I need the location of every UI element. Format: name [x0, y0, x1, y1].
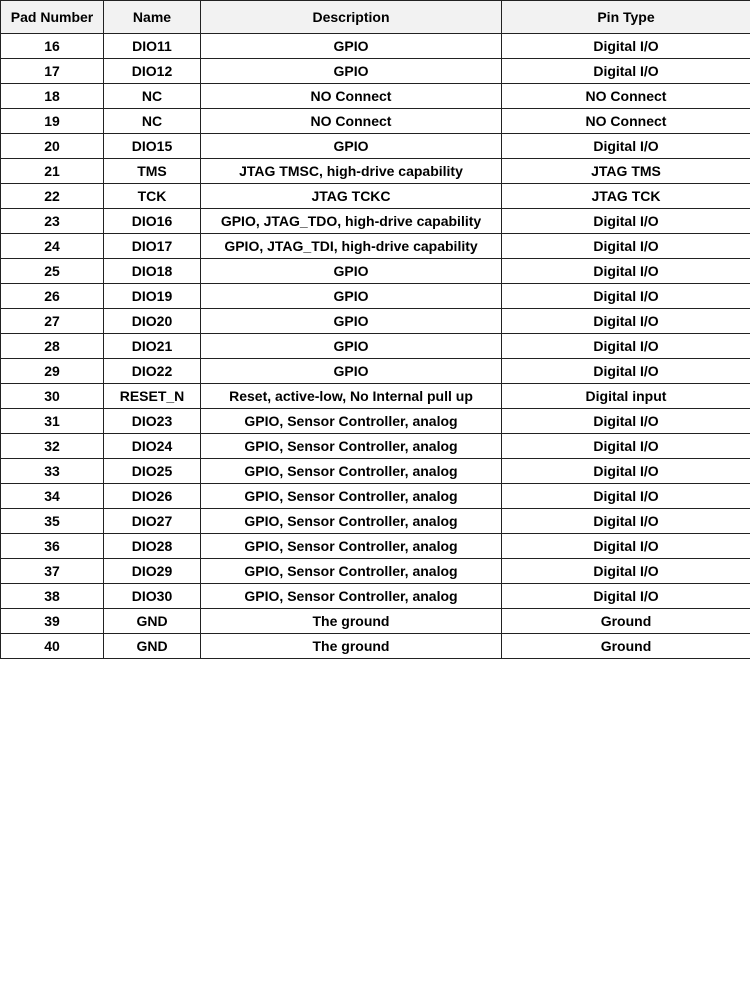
cell-description: JTAG TMSC, high-drive capability [201, 159, 502, 184]
cell-name: DIO12 [104, 59, 201, 84]
cell-description: GPIO [201, 259, 502, 284]
table-header [1, 1, 750, 34]
cell-pad-number: 31 [1, 409, 104, 434]
cell-pin-type: Digital I/O [502, 309, 750, 334]
cell-pin-type: NO Connect [502, 109, 750, 134]
header-description: Description [201, 1, 502, 34]
cell-pad-number: 27 [1, 309, 104, 334]
cell-pin-type: Ground [502, 609, 750, 634]
table-row [1, 109, 750, 134]
cell-pin-type: Digital I/O [502, 559, 750, 584]
table-row [1, 84, 750, 109]
cell-pad-number: 26 [1, 284, 104, 309]
cell-pin-type: Digital I/O [502, 59, 750, 84]
table-row [1, 484, 750, 509]
cell-pad-number: 17 [1, 59, 104, 84]
cell-name: TMS [104, 159, 201, 184]
cell-name: NC [104, 109, 201, 134]
cell-description: Reset, active-low, No Internal pull up [201, 384, 502, 409]
table-row [1, 59, 750, 84]
cell-pad-number: 37 [1, 559, 104, 584]
cell-pad-number: 29 [1, 359, 104, 384]
cell-name: NC [104, 84, 201, 109]
cell-pad-number: 36 [1, 534, 104, 559]
cell-description: The ground [201, 609, 502, 634]
table-row [1, 634, 750, 659]
table-row [1, 234, 750, 259]
table-row [1, 534, 750, 559]
cell-description: GPIO, JTAG_TDO, high-drive capability [201, 209, 502, 234]
cell-pad-number: 28 [1, 334, 104, 359]
cell-pin-type: Digital I/O [502, 409, 750, 434]
table-row [1, 209, 750, 234]
cell-description: GPIO, Sensor Controller, analog [201, 434, 502, 459]
cell-pin-type: Digital I/O [502, 459, 750, 484]
cell-pad-number: 20 [1, 134, 104, 159]
cell-description: GPIO, Sensor Controller, analog [201, 459, 502, 484]
cell-pin-type: Ground [502, 634, 750, 659]
cell-pin-type: Digital I/O [502, 209, 750, 234]
cell-pin-type: Digital I/O [502, 34, 750, 59]
cell-name: DIO30 [104, 584, 201, 609]
table-row [1, 584, 750, 609]
cell-name: DIO19 [104, 284, 201, 309]
table-row [1, 184, 750, 209]
table-row [1, 359, 750, 384]
cell-name: DIO29 [104, 559, 201, 584]
cell-name: DIO21 [104, 334, 201, 359]
cell-pin-type: JTAG TCK [502, 184, 750, 209]
cell-name: DIO25 [104, 459, 201, 484]
cell-pad-number: 19 [1, 109, 104, 134]
cell-name: RESET_N [104, 384, 201, 409]
cell-name: GND [104, 634, 201, 659]
cell-name: DIO15 [104, 134, 201, 159]
cell-description: The ground [201, 634, 502, 659]
cell-description: GPIO, Sensor Controller, analog [201, 484, 502, 509]
cell-description: GPIO [201, 359, 502, 384]
table-row [1, 409, 750, 434]
cell-name: DIO26 [104, 484, 201, 509]
cell-description: GPIO [201, 134, 502, 159]
cell-pin-type: Digital I/O [502, 259, 750, 284]
cell-pin-type: Digital I/O [502, 284, 750, 309]
cell-pin-type: Digital I/O [502, 359, 750, 384]
cell-pin-type: Digital input [502, 384, 750, 409]
cell-pad-number: 32 [1, 434, 104, 459]
header-row [1, 1, 750, 34]
cell-description: GPIO [201, 34, 502, 59]
cell-description: GPIO [201, 59, 502, 84]
table-row [1, 259, 750, 284]
table-row [1, 559, 750, 584]
table-row [1, 284, 750, 309]
cell-pad-number: 30 [1, 384, 104, 409]
cell-description: JTAG TCKC [201, 184, 502, 209]
cell-pad-number: 38 [1, 584, 104, 609]
header-name: Name [104, 1, 201, 34]
header-pin-type: Pin Type [502, 1, 750, 34]
cell-pad-number: 25 [1, 259, 104, 284]
cell-pin-type: Digital I/O [502, 334, 750, 359]
table-row [1, 34, 750, 59]
cell-description: NO Connect [201, 84, 502, 109]
cell-pad-number: 21 [1, 159, 104, 184]
table-body [1, 34, 750, 659]
cell-description: GPIO [201, 309, 502, 334]
cell-pin-type: Digital I/O [502, 584, 750, 609]
table-row [1, 609, 750, 634]
cell-name: DIO17 [104, 234, 201, 259]
cell-name: DIO28 [104, 534, 201, 559]
cell-pad-number: 39 [1, 609, 104, 634]
cell-name: DIO16 [104, 209, 201, 234]
cell-description: GPIO, Sensor Controller, analog [201, 559, 502, 584]
cell-name: TCK [104, 184, 201, 209]
table-row [1, 334, 750, 359]
table-row [1, 134, 750, 159]
cell-pad-number: 35 [1, 509, 104, 534]
cell-pin-type: Digital I/O [502, 534, 750, 559]
cell-pin-type: Digital I/O [502, 434, 750, 459]
cell-name: GND [104, 609, 201, 634]
cell-pin-type: Digital I/O [502, 134, 750, 159]
cell-description: GPIO [201, 284, 502, 309]
cell-description: NO Connect [201, 109, 502, 134]
cell-pin-type: Digital I/O [502, 484, 750, 509]
cell-description: GPIO, Sensor Controller, analog [201, 534, 502, 559]
cell-description: GPIO, Sensor Controller, analog [201, 584, 502, 609]
table-row [1, 434, 750, 459]
cell-name: DIO23 [104, 409, 201, 434]
cell-pad-number: 18 [1, 84, 104, 109]
cell-name: DIO24 [104, 434, 201, 459]
cell-name: DIO20 [104, 309, 201, 334]
cell-pad-number: 33 [1, 459, 104, 484]
cell-pad-number: 24 [1, 234, 104, 259]
header-pad-number: Pad Number [1, 1, 104, 34]
cell-pin-type: Digital I/O [502, 509, 750, 534]
cell-pad-number: 23 [1, 209, 104, 234]
cell-description: GPIO [201, 334, 502, 359]
cell-pad-number: 16 [1, 34, 104, 59]
cell-description: GPIO, JTAG_TDI, high-drive capability [201, 234, 502, 259]
cell-name: DIO27 [104, 509, 201, 534]
cell-pin-type: JTAG TMS [502, 159, 750, 184]
table-row [1, 384, 750, 409]
cell-name: DIO22 [104, 359, 201, 384]
table-row [1, 459, 750, 484]
cell-pad-number: 34 [1, 484, 104, 509]
cell-name: DIO18 [104, 259, 201, 284]
cell-name: DIO11 [104, 34, 201, 59]
table-row [1, 509, 750, 534]
table-row [1, 309, 750, 334]
cell-pin-type: Digital I/O [502, 234, 750, 259]
table-row [1, 159, 750, 184]
cell-description: GPIO, Sensor Controller, analog [201, 409, 502, 434]
cell-pad-number: 40 [1, 634, 104, 659]
cell-pin-type: NO Connect [502, 84, 750, 109]
cell-pad-number: 22 [1, 184, 104, 209]
cell-description: GPIO, Sensor Controller, analog [201, 509, 502, 534]
